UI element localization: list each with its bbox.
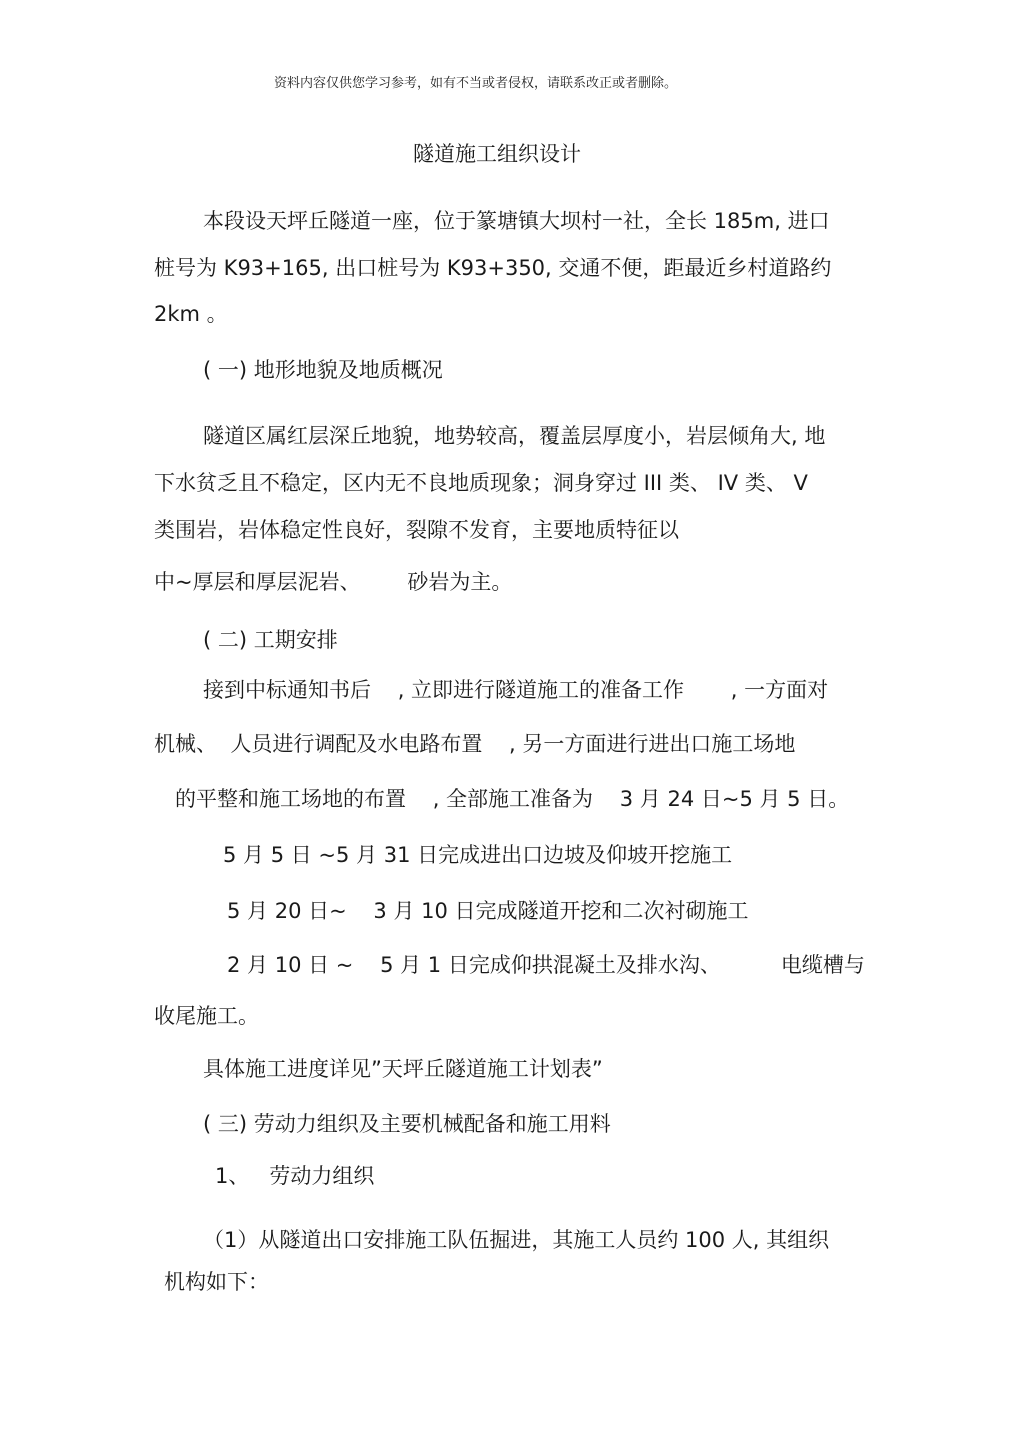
paragraph-intro-line-3: 2km 。 [154,302,228,326]
paragraph-schedule-line-1: 接到中标通知书后 , 立即进行隧道施工的准备工作 , 一方面对 [203,678,829,702]
paragraph-schedule-line-5: 5 月 20 日~ 3 月 10 日完成隧道开挖和二次衬砌施工 [227,899,749,923]
paragraph-labor-line-2: 机构如下： [164,1270,269,1294]
paragraph-geology-line-2: 下水贫乏且不稳定，区内无不良地质现象；洞身穿过 III 类、 IV 类、 V [154,471,808,495]
section-heading-terrain: ( 一) 地形地貌及地质概况 [203,358,443,382]
paragraph-schedule-line-8: 具体施工进度详见”天坪丘隧道施工计划表” [203,1057,603,1081]
paragraph-schedule-line-6: 2 月 10 日 ~ 5 月 1 日完成仰拱混凝土及排水沟、 电缆槽与 [227,953,865,977]
paragraph-intro-line-2: 桩号为 K93+165, 出口桩号为 K93+350, 交通不便，距最近乡村道路约 [154,256,832,280]
paragraph-labor-line-1: （1）从隧道出口安排施工队伍掘进，其施工人员约 100 人, 其组织 [203,1228,830,1252]
header-note: 资料内容仅供您学习参考，如有不当或者侵权，请联系改正或者删除。 [274,76,678,91]
paragraph-geology-line-4: 中~厚层和厚层泥岩、 砂岩为主。 [154,570,513,594]
paragraph-schedule-line-2: 机械、 人员进行调配及水电路布置 , 另一方面进行进出口施工场地 [154,732,796,756]
paragraph-geology-line-3: 类围岩，岩体稳定性良好，裂隙不发育，主要地质特征以 [154,518,679,542]
paragraph-schedule-line-4: 5 月 5 日 ~5 月 31 日完成进出口边坡及仰坡开挖施工 [223,843,733,867]
paragraph-geology-line-1: 隧道区属红层深丘地貌，地势较高，覆盖层厚度小，岩层倾角大, 地 [203,424,826,448]
page-title: 隧道施工组织设计 [413,142,581,166]
paragraph-intro-line-1: 本段设天坪丘隧道一座，位于篆塘镇大坝村一社，全长 185m, 进口 [203,209,830,233]
section-heading-schedule: ( 二) 工期安排 [203,628,338,652]
section-heading-labor: ( 三) 劳动力组织及主要机械配备和施工用料 [203,1112,611,1136]
paragraph-schedule-line-3: 的平整和施工场地的布置 , 全部施工准备为 3 月 24 日~5 月 5 日。 [175,787,850,811]
subsection-heading-labor-organization: 1、 劳动力组织 [215,1164,375,1188]
paragraph-schedule-line-7: 收尾施工。 [154,1004,259,1028]
